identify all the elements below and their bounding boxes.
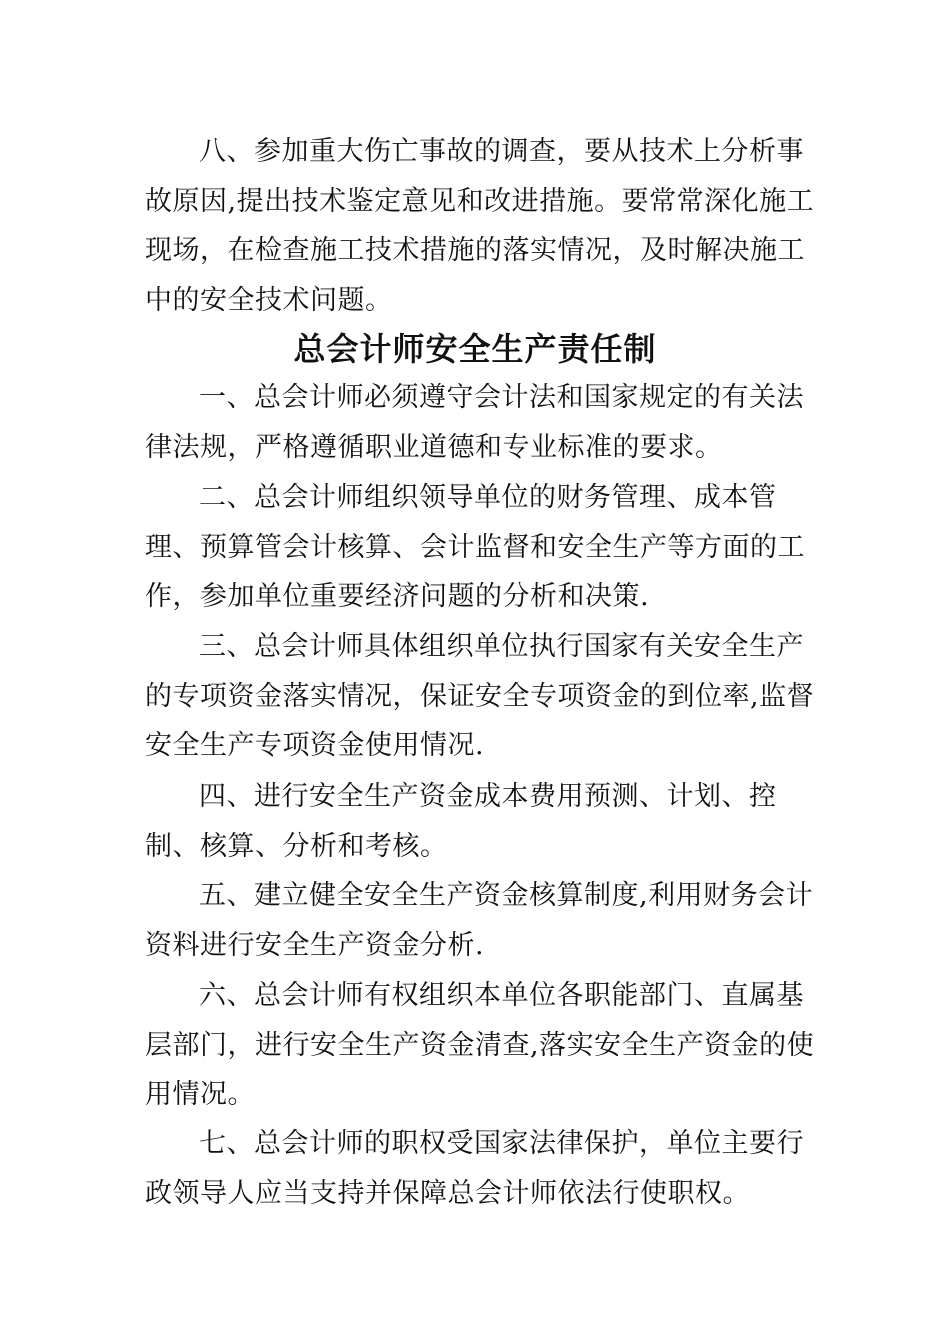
paragraph-1: 一、总会计师必须遵守会计法和国家规定的有关法律法规，严格遵循职业道德和专业标准的要求。	[145, 382, 804, 463]
paragraph-2: 二、总会计师组织领导单位的财务管理、成本管理、预算管会计核算、会计监督和安全生产等方面的工作，参加单位重要经济问题的分析和决策.	[145, 482, 805, 612]
paragraph-7: 七、总会计师的职权受国家法律保护，单位主要行政领导人应当支持并保障总会计师依法行使职权。	[145, 1128, 804, 1209]
paragraph-4: 四、进行安全生产资金成本费用预测、计划、控制、核算、分析和考核。	[145, 781, 777, 862]
paragraph-3: 三、总会计师具体组织单位执行国家有关安全生产的专项资金落实情况，保证安全专项资金的到位率,监督安全生产专项资金使用情况.	[145, 631, 815, 761]
section-title: 总会计师安全生产责任制	[293, 330, 657, 368]
paragraph-5: 五、建立健全安全生产资金核算制度,利用财务会计资料进行安全生产资金分析.	[145, 880, 814, 961]
paragraph-6: 六、总会计师有权组织本单位各职能部门、直属基层部门，进行安全生产资金清查,落实安全生产资金的使用情况。	[145, 980, 815, 1110]
intro-paragraph: 八、参加重大伤亡事故的调查，要从技术上分析事故原因,提出技术鉴定意见和改进措施。要常常深化施工现场，在检查施工技术措施的落实情况，及时解决施工中的安全技术问题。	[145, 136, 815, 316]
